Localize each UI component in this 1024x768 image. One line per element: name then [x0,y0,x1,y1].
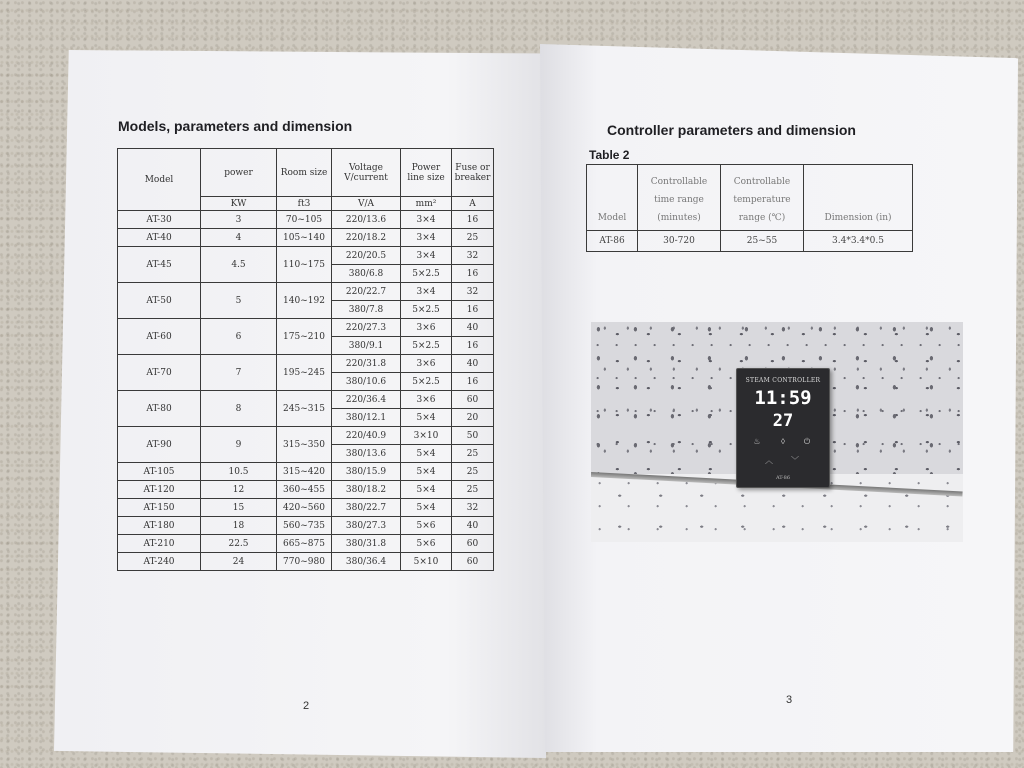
cell-line-size: 3×6 [401,391,452,409]
cell-line-size: 3×10 [401,427,452,445]
cell-fuse: 16 [452,337,494,355]
cell-voltage: 380/10.6 [332,373,401,391]
cell-model: AT-80 [118,391,201,427]
steam-controller-device [736,368,830,488]
cell-line-size: 5×4 [401,499,452,517]
ctrl-time-range: 30-720 [638,231,721,252]
cell-fuse: 25 [452,463,494,481]
cell-room-size: 140~192 [277,283,332,319]
ctrl-header-dimension: Dimension (in) [804,165,913,231]
cell-room-size: 315~420 [277,463,332,481]
ctrl-header-time: Controllable time range (minutes) [638,165,721,231]
cell-power: 22.5 [201,535,277,553]
cell-model: AT-240 [118,553,201,571]
ctrl-dimension: 3.4*3.4*0.5 [804,231,913,252]
cell-line-size: 5×6 [401,535,452,553]
table-row [118,211,494,229]
cell-room-size: 665~875 [277,535,332,553]
cell-model: AT-60 [118,319,201,355]
cell-fuse: 40 [452,355,494,373]
cell-line-size: 3×6 [401,355,452,373]
controller-heading: Controller parameters and dimension [607,122,856,138]
cell-voltage: 380/31.8 [332,535,401,553]
cell-voltage: 380/22.7 [332,499,401,517]
device-time-display: 11:59 [754,387,812,409]
cell-line-size: 5×4 [401,481,452,499]
cell-voltage: 220/36.4 [332,391,401,409]
cell-line-size: 5×4 [401,409,452,427]
cell-voltage: 220/22.7 [332,283,401,301]
table-row [118,481,494,499]
cell-power: 5 [201,283,277,319]
controller-photo [591,322,963,542]
cell-line-size: 3×4 [401,283,452,301]
unit-voltage: V/A [332,197,401,211]
models-table-body [118,211,494,571]
cell-model: AT-150 [118,499,201,517]
cell-voltage: 220/40.9 [332,427,401,445]
cell-fuse: 20 [452,409,494,427]
cell-model: AT-70 [118,355,201,391]
unit-fuse: A [452,197,494,211]
cell-room-size: 560~735 [277,517,332,535]
cell-line-size: 3×4 [401,229,452,247]
cell-line-size: 5×2.5 [401,265,452,283]
header-room-size: Room size [277,149,332,197]
chevron-down-icon: ﹀ [791,456,799,465]
cell-room-size: 105~140 [277,229,332,247]
cell-voltage: 220/31.8 [332,355,401,373]
page-number-right: 3 [786,694,793,706]
cell-fuse: 60 [452,391,494,409]
unit-line: mm² [401,197,452,211]
cell-power: 24 [201,553,277,571]
cell-power: 6 [201,319,277,355]
cell-power: 7 [201,355,277,391]
cell-power: 15 [201,499,277,517]
table-row [118,517,494,535]
device-brand-label: STEAM CONTROLLER [745,377,821,384]
cell-power: 4.5 [201,247,277,283]
cell-fuse: 40 [452,319,494,337]
cell-power: 9 [201,427,277,463]
cell-model: AT-50 [118,283,201,319]
cell-line-size: 5×6 [401,517,452,535]
models-table [117,148,494,571]
cell-room-size: 770~980 [277,553,332,571]
models-heading: Models, parameters and dimension [118,118,353,134]
cell-power: 4 [201,229,277,247]
ctrl-header-model: Model [587,165,638,231]
cell-line-size: 5×2.5 [401,301,452,319]
cell-power: 12 [201,481,277,499]
cell-voltage: 380/12.1 [332,409,401,427]
cell-room-size: 195~245 [277,355,332,391]
device-model-label: AT-86 [775,475,791,481]
page-number-left: 2 [303,700,310,712]
cell-fuse: 25 [452,445,494,463]
cell-voltage: 380/9.1 [332,337,401,355]
cell-power: 3 [201,211,277,229]
cell-voltage: 380/18.2 [332,481,401,499]
cell-room-size: 360~455 [277,481,332,499]
cell-fuse: 50 [452,427,494,445]
table-row [118,229,494,247]
cell-power: 10.5 [201,463,277,481]
table-row [118,427,494,445]
cell-fuse: 32 [452,247,494,265]
cell-fuse: 16 [452,373,494,391]
cell-fuse: 16 [452,265,494,283]
table-row [118,319,494,337]
controller-value-row [587,231,913,252]
table-row [118,355,494,373]
chevron-up-icon: ︿ [765,456,773,465]
ctrl-header-temp: Controllable temperature range (℃) [721,165,804,231]
cell-line-size: 5×4 [401,445,452,463]
cell-voltage: 380/36.4 [332,553,401,571]
cell-fuse: 60 [452,535,494,553]
controller-header-row [587,165,913,231]
table-header-row [118,149,494,197]
controller-table [586,164,913,252]
cell-power: 8 [201,391,277,427]
cell-line-size: 5×4 [401,463,452,481]
cell-model: AT-45 [118,247,201,283]
header-model: Model [118,149,201,211]
header-power-line: Power line size [401,149,452,197]
table-row [118,463,494,481]
cell-line-size: 3×4 [401,247,452,265]
table-row [118,283,494,301]
drop-icon: ◊ [781,437,785,446]
cell-room-size: 245~315 [277,391,332,427]
cell-line-size: 5×2.5 [401,337,452,355]
cell-voltage: 380/27.3 [332,517,401,535]
cell-voltage: 380/13.6 [332,445,401,463]
cell-fuse: 32 [452,283,494,301]
cell-room-size: 315~350 [277,427,332,463]
ctrl-temp-range: 25~55 [721,231,804,252]
table-row [118,247,494,265]
cell-line-size: 5×10 [401,553,452,571]
cell-voltage: 220/20.5 [332,247,401,265]
cell-model: AT-40 [118,229,201,247]
cell-model: AT-180 [118,517,201,535]
table-row [118,553,494,571]
header-fuse: Fuse or breaker [452,149,494,197]
cell-voltage: 220/27.3 [332,319,401,337]
cell-fuse: 16 [452,301,494,319]
cell-model: AT-30 [118,211,201,229]
header-power: power [201,149,277,197]
cell-room-size: 420~560 [277,499,332,517]
cell-fuse: 32 [452,499,494,517]
table-caption: Table 2 [589,148,630,162]
header-voltage: Voltage V/current [332,149,401,197]
cell-fuse: 16 [452,211,494,229]
cell-fuse: 60 [452,553,494,571]
unit-power: KW [201,197,277,211]
cell-room-size: 175~210 [277,319,332,355]
cell-fuse: 25 [452,229,494,247]
ctrl-model: AT-86 [587,231,638,252]
power-icon: ⏻ [803,437,811,446]
cell-room-size: 70~105 [277,211,332,229]
table-row [118,391,494,409]
cell-model: AT-210 [118,535,201,553]
cell-line-size: 3×6 [401,319,452,337]
cell-model: AT-90 [118,427,201,463]
unit-room: ft3 [277,197,332,211]
table-row [118,535,494,553]
cell-fuse: 25 [452,481,494,499]
cell-room-size: 110~175 [277,247,332,283]
cell-model: AT-120 [118,481,201,499]
cell-voltage: 220/18.2 [332,229,401,247]
table-row [118,499,494,517]
device-temp-display: 27 [772,411,794,431]
cell-fuse: 40 [452,517,494,535]
cell-voltage: 380/15.9 [332,463,401,481]
cell-power: 18 [201,517,277,535]
cell-line-size: 3×4 [401,211,452,229]
cell-voltage: 220/13.6 [332,211,401,229]
cell-model: AT-105 [118,463,201,481]
cell-line-size: 5×2.5 [401,373,452,391]
cell-voltage: 380/7.8 [332,301,401,319]
flame-icon: ♨ [753,437,761,446]
cell-voltage: 380/6.8 [332,265,401,283]
